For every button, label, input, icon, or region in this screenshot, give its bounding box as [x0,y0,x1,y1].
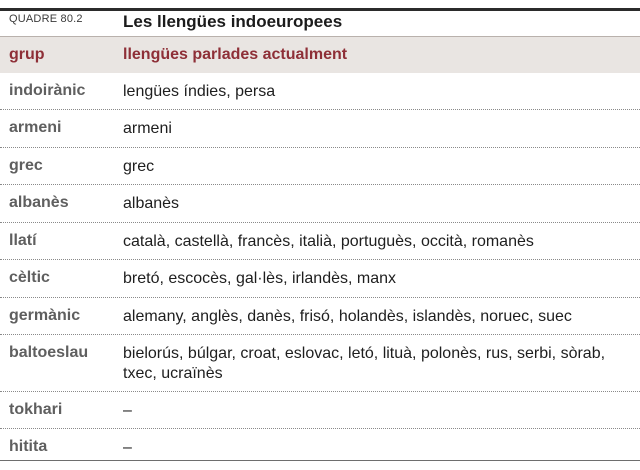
group-cell: baltoeslau [9,344,89,361]
group-cell: albanès [9,194,69,211]
bottom-rule [0,460,640,461]
top-rule [0,8,640,11]
header-group: grup [9,46,45,63]
languages-cell: lengües índies, persa [123,83,276,100]
table-body [0,73,640,465]
table-row [0,109,640,147]
table-row [0,259,640,297]
table-row [0,297,640,334]
languages-cell: – [123,439,132,456]
languages-cell: – [123,402,132,419]
table-header [0,36,640,73]
languages-cell: bielorús, búlgar, croat, eslovac, letó, lituà, polonès, rus, serbi, sòrab, txec, ucraïnès [123,345,606,382]
group-cell: armeni [9,119,62,136]
group-cell: grec [9,157,43,174]
languages-cell: alemany, anglès, danès, frisó, holandès, islandès, noruec, suec [123,308,572,325]
languages-cell: albanès [123,195,180,212]
table-row [0,147,640,184]
header-languages: llengües parlades actualment [123,46,348,63]
table-row [0,184,640,222]
box-title: Les llengües indoeuropees [123,12,343,31]
group-cell: tokhari [9,401,63,418]
box-label: QUADRE 80.2 [9,13,83,25]
group-cell: indoirànic [9,82,86,99]
languages-cell: català, castellà, francès, italià, portuguès, occità, romanès [123,233,534,250]
group-cell: cèltic [9,269,50,286]
group-cell: llatí [9,232,37,249]
table-row [0,73,640,109]
languages-cell: grec [123,158,155,175]
languages-cell: bretó, escocès, gal·lès, irlandès, manx [123,270,397,287]
group-cell: hitita [9,438,48,455]
group-cell: germànic [9,307,81,324]
languages-cell: armeni [123,120,172,137]
table-row [0,334,640,391]
table-row [0,222,640,259]
table-row [0,391,640,428]
